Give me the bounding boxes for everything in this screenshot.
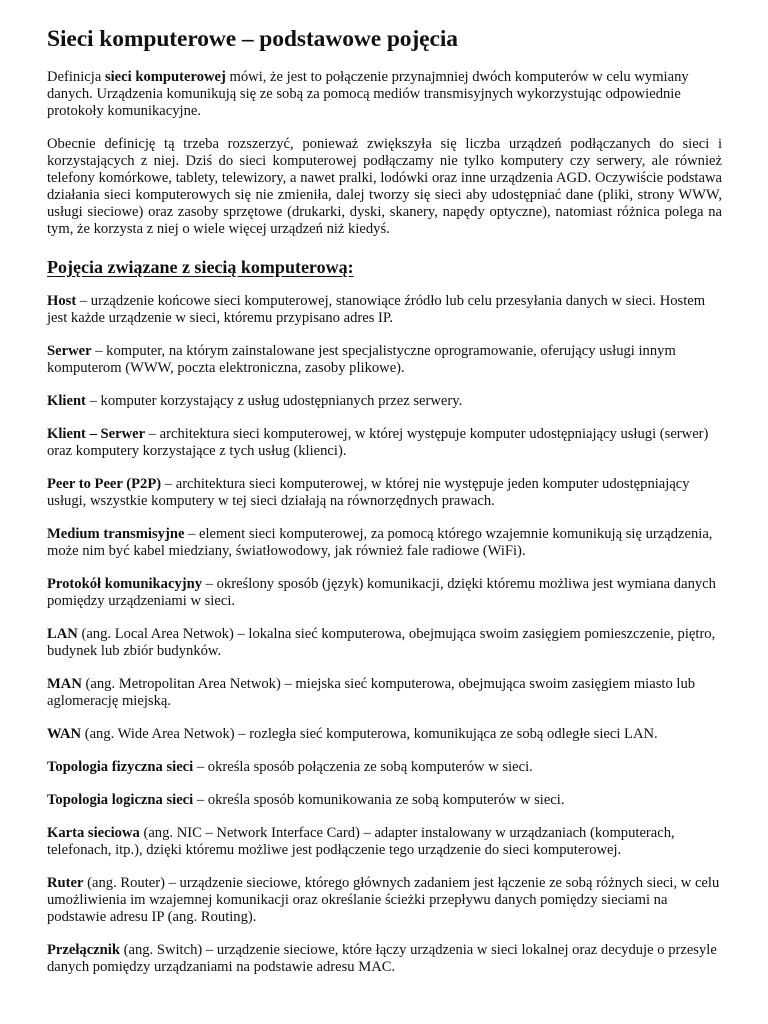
- definition-klient-serwer: [47, 426, 722, 460]
- definition-text: – komputer korzystający z usług udostępnianych przez serwery.: [85, 393, 463, 409]
- definition-topologia-fizyczna: [47, 759, 722, 776]
- definition-text: – określa sposób połączenia ze sobą komputerów w sieci.: [193, 759, 533, 775]
- definition-term: Klient: [47, 393, 86, 409]
- definition-host: [47, 293, 722, 327]
- intro-bold-term: sieci komputerowej: [104, 69, 226, 85]
- definition-text: – komputer, na którym zainstalowane jest specjalistyczne oprogramowanie, oferujący usługi innym komputerom (WWW, poczta elektroniczna, zasoby plikowe).: [47, 343, 676, 376]
- intro-text: Definicja: [47, 69, 105, 85]
- intro-text: mówi, że jest to połączenie przynajmniej dwóch komputerów w celu wymiany danych. Urządzenia komunikują się ze sobą za pomocą mediów transmisyjnych wykorzystując odpowiednie protokoły komunikacyjne.: [47, 69, 689, 119]
- definition-text: (ang. Switch) – urządzenie sieciowe, które łączy urządzenia w sieci lokalnej oraz decyduje o przesyle danych pomiędzy urządzaniami na podstawie adresu MAC.: [47, 942, 717, 975]
- definition-term: Peer to Peer (P2P): [47, 476, 162, 492]
- definition-term: Host: [47, 293, 77, 309]
- definition-medium: [47, 526, 722, 560]
- definition-text: – określony sposób (język) komunikacji, dzięki któremu możliwa jest wymiana danych pomiędzy urządzeniami w sieci.: [47, 576, 716, 609]
- definition-term: Przełącznik: [47, 942, 120, 958]
- definition-text: (ang. Metropolitan Area Netwok) – miejska sieć komputerowa, obejmująca swoim zasięgiem miasto lub aglomerację miejską.: [47, 676, 696, 709]
- definition-klient: [47, 393, 722, 410]
- document-page: [47, 24, 722, 992]
- definition-wan: [47, 726, 722, 743]
- definition-term: Serwer: [47, 343, 92, 359]
- definition-man: [47, 676, 722, 710]
- definition-protokol: [47, 576, 722, 610]
- definition-term: Topologia fizyczna sieci: [47, 759, 194, 775]
- definition-term: Medium transmisyjne: [47, 526, 185, 542]
- definition-text: – architektura sieci komputerowej, w której nie występuje jeden komputer udostępniający usługi, wszystkie komputery w tej sieci działają na równorzędnych prawach.: [47, 476, 690, 509]
- definition-term: Ruter: [47, 875, 84, 891]
- definition-text: (ang. Local Area Netwok) – lokalna sieć komputerowa, obejmująca swoim zasięgiem pomieszczenie, piętro, budynek lub zbiór budynków.: [47, 626, 716, 659]
- definition-text: – określa sposób komunikowania ze sobą komputerów w sieci.: [193, 792, 565, 808]
- definition-ruter: [47, 875, 722, 926]
- definition-text: – element sieci komputerowej, za pomocą którego wzajemnie komunikują się urządzenia, może nim być kabel miedziany, światłowodowy, jak również fale radiowe (WiFi).: [47, 526, 713, 559]
- definition-text: (ang. NIC – Network Interface Card) – adapter instalowany w urządzaniach (komputerach, telefonach, itp.), dzięki któremu możliwe jest podłączenie tego urządzenie do sieci komputerowej.: [47, 825, 675, 858]
- definition-term: LAN: [47, 626, 78, 642]
- definition-text: – urządzenie końcowe sieci komputerowej, stanowiące źródło lub celu przesyłania danych w sieci. Hostem jest każde urządzenie w sieci, któremu przypisano adres IP.: [47, 293, 706, 326]
- definition-text: (ang. Wide Area Netwok) – rozległa sieć komputerowa, komunikująca ze sobą odległe sieci LAN.: [81, 726, 658, 742]
- definition-karta-sieciowa: [47, 825, 722, 859]
- definition-term: MAN: [47, 676, 82, 692]
- definition-term: Protokół komunikacyjny: [47, 576, 203, 592]
- definition-lan: [47, 626, 722, 660]
- definition-term: WAN: [47, 726, 82, 742]
- definition-p2p: [47, 476, 722, 510]
- intro-paragraph-definition: [47, 69, 722, 120]
- definition-term: Klient – Serwer: [47, 426, 146, 442]
- definition-term: Karta sieciowa: [47, 825, 140, 841]
- definition-text: (ang. Router) – urządzenie sieciowe, którego głównych zadaniem jest łączenie ze sobą różnych sieci, w celu umożliwienia im wzajemnej komunikacji oraz określanie ścieżki przepływu danych pomiędzy sieciami na podstawie adresu IP (ang. Routing).: [47, 875, 720, 925]
- definition-term: Topologia logiczna sieci: [47, 792, 194, 808]
- section-heading: Pojęcia związane z siecią komputerową:: [47, 257, 354, 277]
- definition-text: – architektura sieci komputerowej, w której występuje komputer udostępniający usługi (serwer) oraz komputery korzystające z tych usług (klienci).: [47, 426, 709, 459]
- page-title: Sieci komputerowe – podstawowe pojęcia: [47, 26, 458, 52]
- definition-przelacznik: [47, 942, 722, 976]
- intro-paragraph-extension: Obecnie definicję tą trzeba rozszerzyć, ponieważ zwiększyła się liczba urządzeń podłączanych do sieci i korzystających z niej. Dziś do sieci komputerowej podłączamy nie tylko komputery czy serwery, ale również telefony komórkowe, tablety, telewizory, a nawet pralki, lodówki oraz inne urządzenia AGD. Oczywiście podstawa działania sieci komputerowych się nie zmieniła, dalej tworzy się sieci aby udostępniać dane (pliki, strony WWW, usługi sieciowe) oraz zasoby sprzętowe (drukarki, dyski, skanery, napędy optyczne), natomiast różnica polega na tym, że korzysta z niej o wiele więcej urządzeń niż kiedyś.: [47, 136, 722, 237]
- definition-serwer: [47, 343, 722, 377]
- definition-topologia-logiczna: [47, 792, 722, 809]
